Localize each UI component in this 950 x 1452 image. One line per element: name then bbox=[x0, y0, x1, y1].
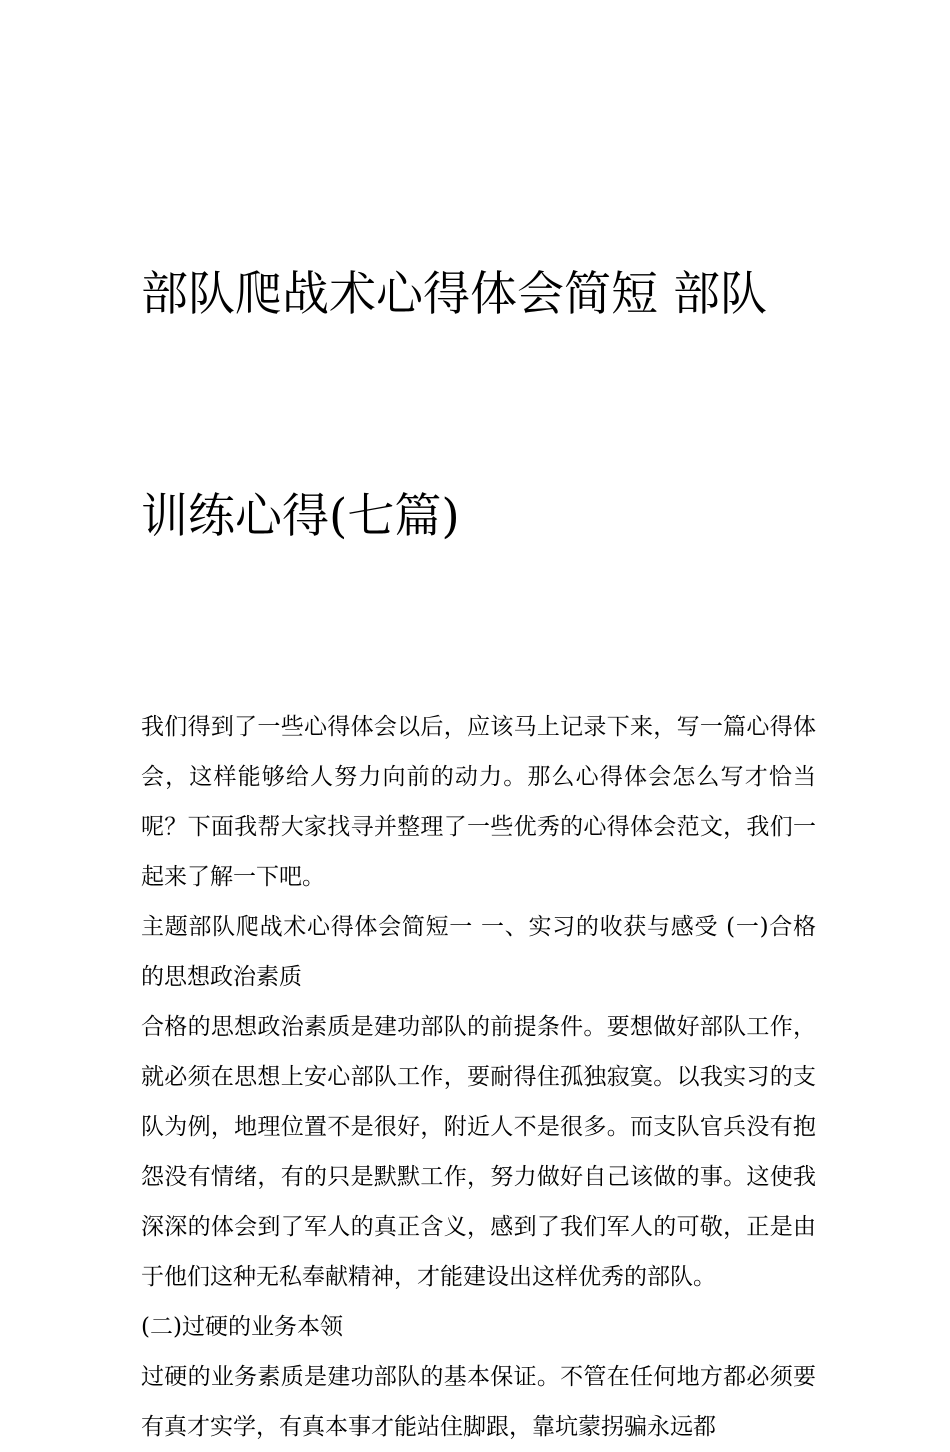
title-line-1: 部队爬战术心得体会简短 部队 bbox=[141, 267, 767, 322]
subsection-heading-2: (二)过硬的业务本领 bbox=[141, 1314, 343, 1340]
section-heading-1: 主题部队爬战术心得体会简短一 一、实习的收获与感受 (一)合格的思想政治素质 bbox=[141, 914, 816, 990]
document-title bbox=[141, 110, 816, 702]
body-paragraph-1: 合格的思想政治素质是建功部队的前提条件。要想做好部队工作，就必须在思想上安心部队工作，要耐得住孤独寂寞。以我实习的支队为例，地理位置不是很好，附近人不是很多。而支队官兵没有抱怨没有情绪，有的只是默默工作，努力做好自己该做的事。这使我深深的体会到了军人的真正含义，感到了我们军人的可敬，正是由于他们这种无私奉献精神，才能建设出这样优秀的部队。 bbox=[141, 1014, 816, 1290]
intro-paragraph: 我们得到了一些心得体会以后，应该马上记录下来，写一篇心得体会，这样能够给人努力向前的动力。那么心得体会怎么写才恰当呢？下面我帮大家找寻并整理了一些优秀的心得体会范文，我们一起来了解一下吧。 bbox=[141, 714, 816, 890]
title-line-2: 训练心得(七篇) bbox=[141, 489, 460, 544]
body-paragraph-2: 过硬的业务素质是建功部队的基本保证。不管在任何地方都必须要有真才实学，有真本事才能站住脚跟，靠坑蒙拐骗永远都 bbox=[141, 1364, 816, 1440]
document-body bbox=[141, 110, 816, 1452]
